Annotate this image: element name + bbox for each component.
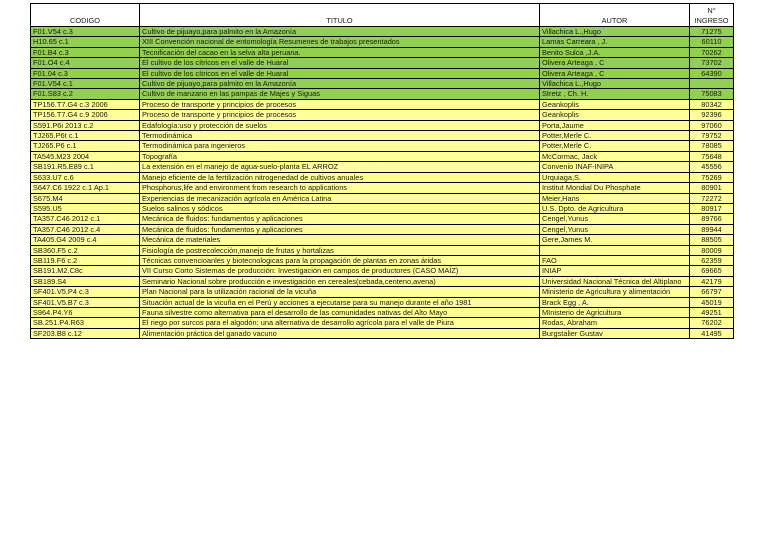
cell-codigo: SB189.S4 xyxy=(31,276,140,286)
cell-codigo: S591.P6i 2013 c.2 xyxy=(31,120,140,130)
cell-autor: MInisterio de Agricultura xyxy=(540,307,690,317)
cell-codigo: S595.U5 xyxy=(31,203,140,213)
table-row xyxy=(31,120,734,130)
cell-codigo: S675.M4 xyxy=(31,193,140,203)
cell-titulo: XIII Convención nacional de entomología Resumenes de trabajos presentados xyxy=(140,37,540,47)
cell-codigo: SB191.M2.C8c xyxy=(31,266,140,276)
cell-ingreso: 45019 xyxy=(690,297,734,307)
header-autor: AUTOR xyxy=(540,4,690,27)
cell-titulo: Mecánica de fluidos: fundamentos y aplicaciones xyxy=(140,224,540,234)
cell-titulo: Cultivo de pijuayo,para palmito en la Amazonía xyxy=(140,79,540,89)
table-row xyxy=(31,235,734,245)
cell-titulo: El cultivo de los cítricos en el valle de Huaral xyxy=(140,58,540,68)
cell-titulo: Edafología:uso y protección de suelos xyxy=(140,120,540,130)
cell-ingreso xyxy=(690,79,734,89)
cell-ingreso: 45556 xyxy=(690,162,734,172)
cell-titulo: Termodinámica para ingenieros xyxy=(140,141,540,151)
table-row xyxy=(31,328,734,338)
cell-titulo: Proceso de transporte y principios de procesos xyxy=(140,99,540,109)
table-row xyxy=(31,162,734,172)
table-row xyxy=(31,68,734,78)
cell-codigo: TJ265.P6 c.1 xyxy=(31,141,140,151)
cell-codigo: TA357.C46 2012 c.1 xyxy=(31,214,140,224)
cell-ingreso: 75269 xyxy=(690,172,734,182)
cell-ingreso: 75648 xyxy=(690,151,734,161)
table-row xyxy=(31,266,734,276)
cell-titulo: El riego por surcos para el algodón: una alternativa de desarrollo agrícola para el valle de Piura xyxy=(140,318,540,328)
cell-codigo: F01.V54 c.3 xyxy=(31,27,140,37)
cell-autor: Lamas Carreara , J. xyxy=(540,37,690,47)
table-row xyxy=(31,297,734,307)
cell-titulo: Cultivo de pijuayo,para palmito en la Amazonía xyxy=(140,27,540,37)
cell-codigo: SF401.V5.P4 c.3 xyxy=(31,287,140,297)
cell-autor: Potter,Merle C. xyxy=(540,131,690,141)
cell-autor: Brack Egg , A. xyxy=(540,297,690,307)
cell-autor: Rodas, Abraham xyxy=(540,318,690,328)
cell-codigo: SB191.R5.E89 c.1 xyxy=(31,162,140,172)
cell-titulo: Plan Nacional para la utilización racional de la vicuña xyxy=(140,287,540,297)
cell-autor: INIAP xyxy=(540,266,690,276)
table-row xyxy=(31,172,734,182)
table-row xyxy=(31,47,734,57)
cell-codigo: S633.U7 c.6 xyxy=(31,172,140,182)
cell-autor: FAO xyxy=(540,255,690,265)
cell-ingreso: 69665 xyxy=(690,266,734,276)
cell-autor: Institut Mondial Du Phosphate xyxy=(540,183,690,193)
cell-codigo: SB360.F5 c.2 xyxy=(31,245,140,255)
cell-ingreso: 72272 xyxy=(690,193,734,203)
cell-codigo: TA357.C46 2012 c.4 xyxy=(31,224,140,234)
cell-codigo: H10.65 c.1 xyxy=(31,37,140,47)
cell-codigo: F01.S83 c.2 xyxy=(31,89,140,99)
cell-autor: Villachica L.,Hugo xyxy=(540,27,690,37)
cell-autor: McCormac, Jack xyxy=(540,151,690,161)
table-row xyxy=(31,183,734,193)
cell-autor: Stretz , Ch. H. xyxy=(540,89,690,99)
cell-autor: Cengel,Yunus xyxy=(540,214,690,224)
cell-titulo: Suelos salinos y sódicos xyxy=(140,203,540,213)
header-titulo: TITULO xyxy=(140,4,540,27)
cell-titulo: Técnicas convencioanles y biotecnologicas para la propagación de plantas en zonas áridas xyxy=(140,255,540,265)
table-row xyxy=(31,193,734,203)
cell-autor: Ministerio de Agricultura y alimentación xyxy=(540,287,690,297)
cell-ingreso: 78085 xyxy=(690,141,734,151)
cell-ingreso: 41495 xyxy=(690,328,734,338)
table-row xyxy=(31,89,734,99)
header-row xyxy=(31,4,734,27)
cell-codigo: S647.C6 1922 c.1 Ap.1 xyxy=(31,183,140,193)
cell-ingreso: 76202 xyxy=(690,318,734,328)
cell-autor: Olivera Arteaga , C xyxy=(540,68,690,78)
cell-codigo: S964.P4.Y6 xyxy=(31,307,140,317)
cell-autor xyxy=(540,245,690,255)
cell-autor: Potter,Merle C. xyxy=(540,141,690,151)
cell-ingreso: 88505 xyxy=(690,235,734,245)
cell-ingreso: 49251 xyxy=(690,307,734,317)
table-row xyxy=(31,287,734,297)
cell-ingreso: 89944 xyxy=(690,224,734,234)
table-row xyxy=(31,307,734,317)
cell-ingreso: 79752 xyxy=(690,131,734,141)
table-row xyxy=(31,79,734,89)
cell-titulo: Termodinámica xyxy=(140,131,540,141)
cell-ingreso: 71275 xyxy=(690,27,734,37)
cell-titulo: VII Curso Corto Sistemas de producción: Investigación en campos de productores (CASO MAÍZ) xyxy=(140,266,540,276)
header-ingreso: N° INGRESO xyxy=(690,4,734,27)
table-row xyxy=(31,37,734,47)
cell-titulo: Fisiología de postrecolección,manejo de frutas y hortalizas xyxy=(140,245,540,255)
cell-ingreso: 89766 xyxy=(690,214,734,224)
cell-codigo: SF401.V5.B7 c.3 xyxy=(31,297,140,307)
cell-autor: Meier,Hans xyxy=(540,193,690,203)
cell-titulo: El cultivo de los cítricos en el valle de Huaral xyxy=(140,68,540,78)
cell-titulo: Cultivo de manzano en las pampas de Majes y Siguas xyxy=(140,89,540,99)
table-row xyxy=(31,245,734,255)
cell-codigo: TP156.T7.G4 c.9 2006 xyxy=(31,110,140,120)
table-row xyxy=(31,203,734,213)
cell-ingreso: 60110 xyxy=(690,37,734,47)
cell-ingreso: 64390 xyxy=(690,68,734,78)
table-row xyxy=(31,131,734,141)
cell-titulo: Manejo eficiente de la fertilización nitrogenedad de cultivos anuales xyxy=(140,172,540,182)
cell-autor: Geankoplis xyxy=(540,99,690,109)
cell-autor: Burgstalier Gustav xyxy=(540,328,690,338)
cell-autor: Gere,James M. xyxy=(540,235,690,245)
cell-autor: U.S. Dpto. de Agricultura xyxy=(540,203,690,213)
cell-titulo: Mecánica de materiales xyxy=(140,235,540,245)
table-row xyxy=(31,99,734,109)
cell-codigo: TA405.G4 2009 c.4 xyxy=(31,235,140,245)
cell-autor: Geankoplis xyxy=(540,110,690,120)
cell-codigo: TA545.M23 2004 xyxy=(31,151,140,161)
cell-ingreso: 42179 xyxy=(690,276,734,286)
cell-codigo: F01.04 c.3 xyxy=(31,68,140,78)
cell-ingreso: 80009 xyxy=(690,245,734,255)
cell-ingreso: 80342 xyxy=(690,99,734,109)
cell-codigo: F01.V54 c.1 xyxy=(31,79,140,89)
cell-codigo: TJ265.P6t c.1 xyxy=(31,131,140,141)
cell-codigo: TP156.T7.G4 c.3 2006 xyxy=(31,99,140,109)
cell-ingreso: 80917 xyxy=(690,203,734,213)
table-row xyxy=(31,276,734,286)
cell-titulo: Situación actual de la vicuña en el Perú y acciones a ejecutarse para su manejo durante el año 1981 xyxy=(140,297,540,307)
cell-titulo: Seminario Nacional sobre producción e investigación en cereales(cebada,centeno,avena) xyxy=(140,276,540,286)
cell-codigo: SF203.B8 c.12 xyxy=(31,328,140,338)
cell-codigo: SB.251.P4.R63 xyxy=(31,318,140,328)
cell-titulo: Alimentación práctica del ganado vacuno xyxy=(140,328,540,338)
table-row xyxy=(31,224,734,234)
cell-ingreso: 80901 xyxy=(690,183,734,193)
table-row xyxy=(31,141,734,151)
cell-autor: Convenio INAF-INIPA xyxy=(540,162,690,172)
cell-titulo: Phosphorus,life and environment from research to applications xyxy=(140,183,540,193)
cell-titulo: La extensión en el manejo de agua-suelo-planta EL ARROZ xyxy=(140,162,540,172)
cell-ingreso: 66797 xyxy=(690,287,734,297)
cell-ingreso: 73702 xyxy=(690,58,734,68)
cell-autor: Benito Sulca ,J.A. xyxy=(540,47,690,57)
table-row xyxy=(31,318,734,328)
cell-autor: Olivera Arteaga , C xyxy=(540,58,690,68)
cell-titulo: Tecnificación del cacao en la selva alta peruana. xyxy=(140,47,540,57)
cell-ingreso: 62359 xyxy=(690,255,734,265)
cell-ingreso: 75083 xyxy=(690,89,734,99)
table-row xyxy=(31,214,734,224)
cell-titulo: Fauna silvestre como alternativa para el desarrollo de las comunidades nativas del Alto Mayo xyxy=(140,307,540,317)
cell-titulo: Proceso de transporte y principios de procesos xyxy=(140,110,540,120)
cell-codigo: F01.O4 c.4 xyxy=(31,58,140,68)
header-codigo: CODIGO xyxy=(31,4,140,27)
books-table xyxy=(30,3,734,339)
cell-titulo: Topografía xyxy=(140,151,540,161)
table-row xyxy=(31,58,734,68)
cell-codigo: SB119.F6 c.2 xyxy=(31,255,140,265)
cell-autor: Universidad Nacional Técnica del Altiplano xyxy=(540,276,690,286)
table-row xyxy=(31,110,734,120)
cell-codigo: F01.B4 c.3 xyxy=(31,47,140,57)
cell-autor: Cengel,Yunus xyxy=(540,224,690,234)
cell-autor: Porta,Jaume xyxy=(540,120,690,130)
table-row xyxy=(31,255,734,265)
cell-ingreso: 97060 xyxy=(690,120,734,130)
cell-ingreso: 92396 xyxy=(690,110,734,120)
cell-autor: Urquiaga,S. xyxy=(540,172,690,182)
table-row xyxy=(31,151,734,161)
cell-autor: Villachica L.,Hugo xyxy=(540,79,690,89)
cell-titulo: Mecánica de fluidos: fundamentos y aplicaciones xyxy=(140,214,540,224)
cell-ingreso: 70262 xyxy=(690,47,734,57)
table-row xyxy=(31,27,734,37)
cell-titulo: Experiencias de mecanización agrícola en América Latina xyxy=(140,193,540,203)
